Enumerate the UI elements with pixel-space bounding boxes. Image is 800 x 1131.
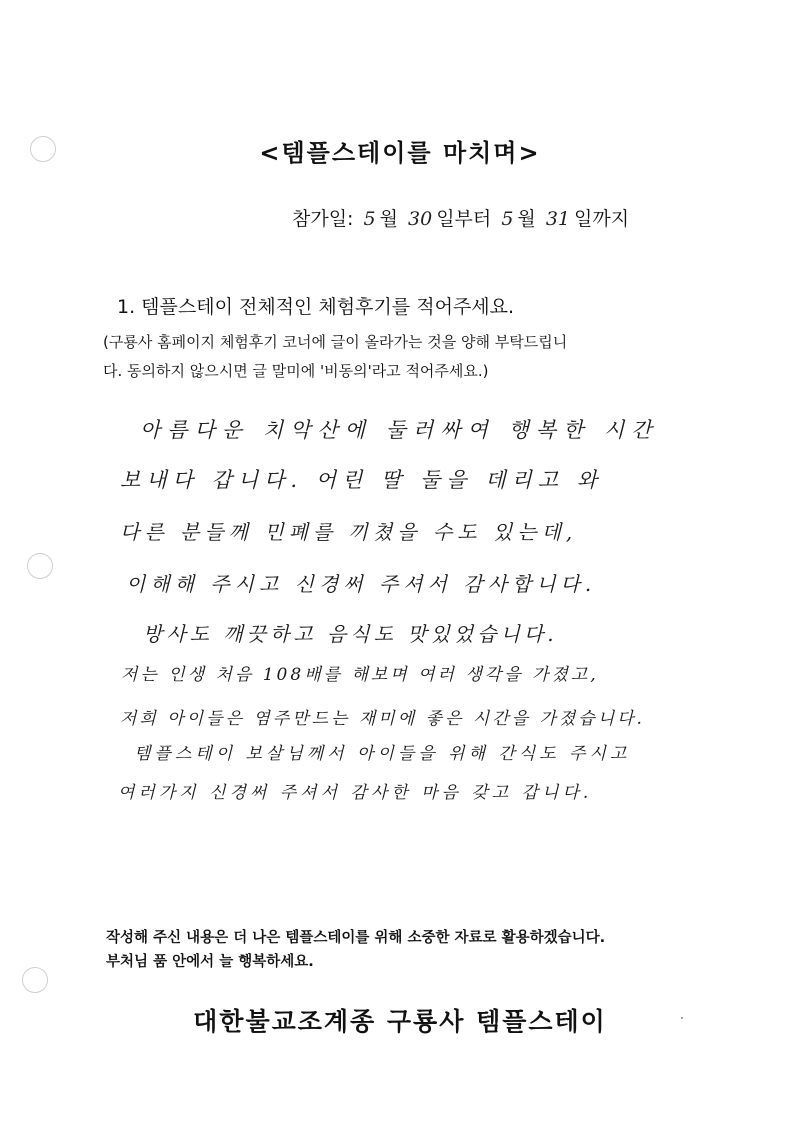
start-month: 5 <box>363 208 376 230</box>
document-title: <템플스테이를 마치며> <box>259 139 541 167</box>
handwritten-line: 저희 아이들은 염주만드는 재미에 좋은 시간을 가졌습니다. <box>120 709 645 729</box>
handwritten-line: 방사도 깨끗하고 음식도 맛있었습니다. <box>143 622 558 646</box>
note-line: 다. 동의하지 않으시면 글 말미에 '비동의'라고 적어주세요.) <box>103 362 489 380</box>
handwritten-line: 보내다 갑니다. 어린 딸 둘을 데리고 와 <box>120 468 604 492</box>
handwritten-line: 이해해 주시고 신경써 주셔서 감사합니다. <box>126 572 597 596</box>
organization-footer: 대한불교조계종 구룡사 템플스테이 <box>193 1007 607 1036</box>
date-label: 참가일: <box>292 208 354 230</box>
consent-note <box>103 328 693 386</box>
closing-line: 작성해 주신 내용은 더 나은 템플스테이를 위해 소중한 자료로 활용하겠습니다. <box>106 930 606 946</box>
question-heading: 1. 템플스테이 전체적인 체험후기를 적어주세요. <box>117 296 515 318</box>
handwritten-line: 다른 분들께 민폐를 끼쳤을 수도 있는데, <box>120 520 578 544</box>
handwritten-line: 아름다운 치악산에 둘러싸여 행복한 시간 <box>140 418 659 442</box>
scan-speck <box>681 1017 683 1019</box>
until-text: 일까지 <box>574 208 630 230</box>
punch-hole <box>22 967 48 993</box>
end-month: 5 <box>501 208 514 230</box>
month-unit: 월 <box>379 208 398 230</box>
punch-hole <box>27 553 53 579</box>
month-unit: 월 <box>517 208 536 230</box>
end-day: 31 <box>545 208 570 230</box>
start-day: 30 <box>408 208 433 230</box>
note-line: (구룡사 홈페이지 체험후기 코너에 글이 올라가는 것을 양해 부탁드립니 <box>103 333 568 351</box>
participation-date <box>292 204 629 231</box>
from-text: 일부터 <box>436 208 492 230</box>
handwritten-line: 저는 인생 처음 108배를 해보며 여러 생각을 가졌고, <box>121 665 599 685</box>
handwritten-line: 템플스테이 보살님께서 아이들을 위해 간식도 주시고 <box>134 744 631 764</box>
closing-line: 부처님 품 안에서 늘 행복하세요. <box>106 954 314 970</box>
closing-message <box>106 926 605 974</box>
handwritten-line: 여러가지 신경써 주셔서 감사한 마음 갖고 갑니다. <box>118 783 593 803</box>
